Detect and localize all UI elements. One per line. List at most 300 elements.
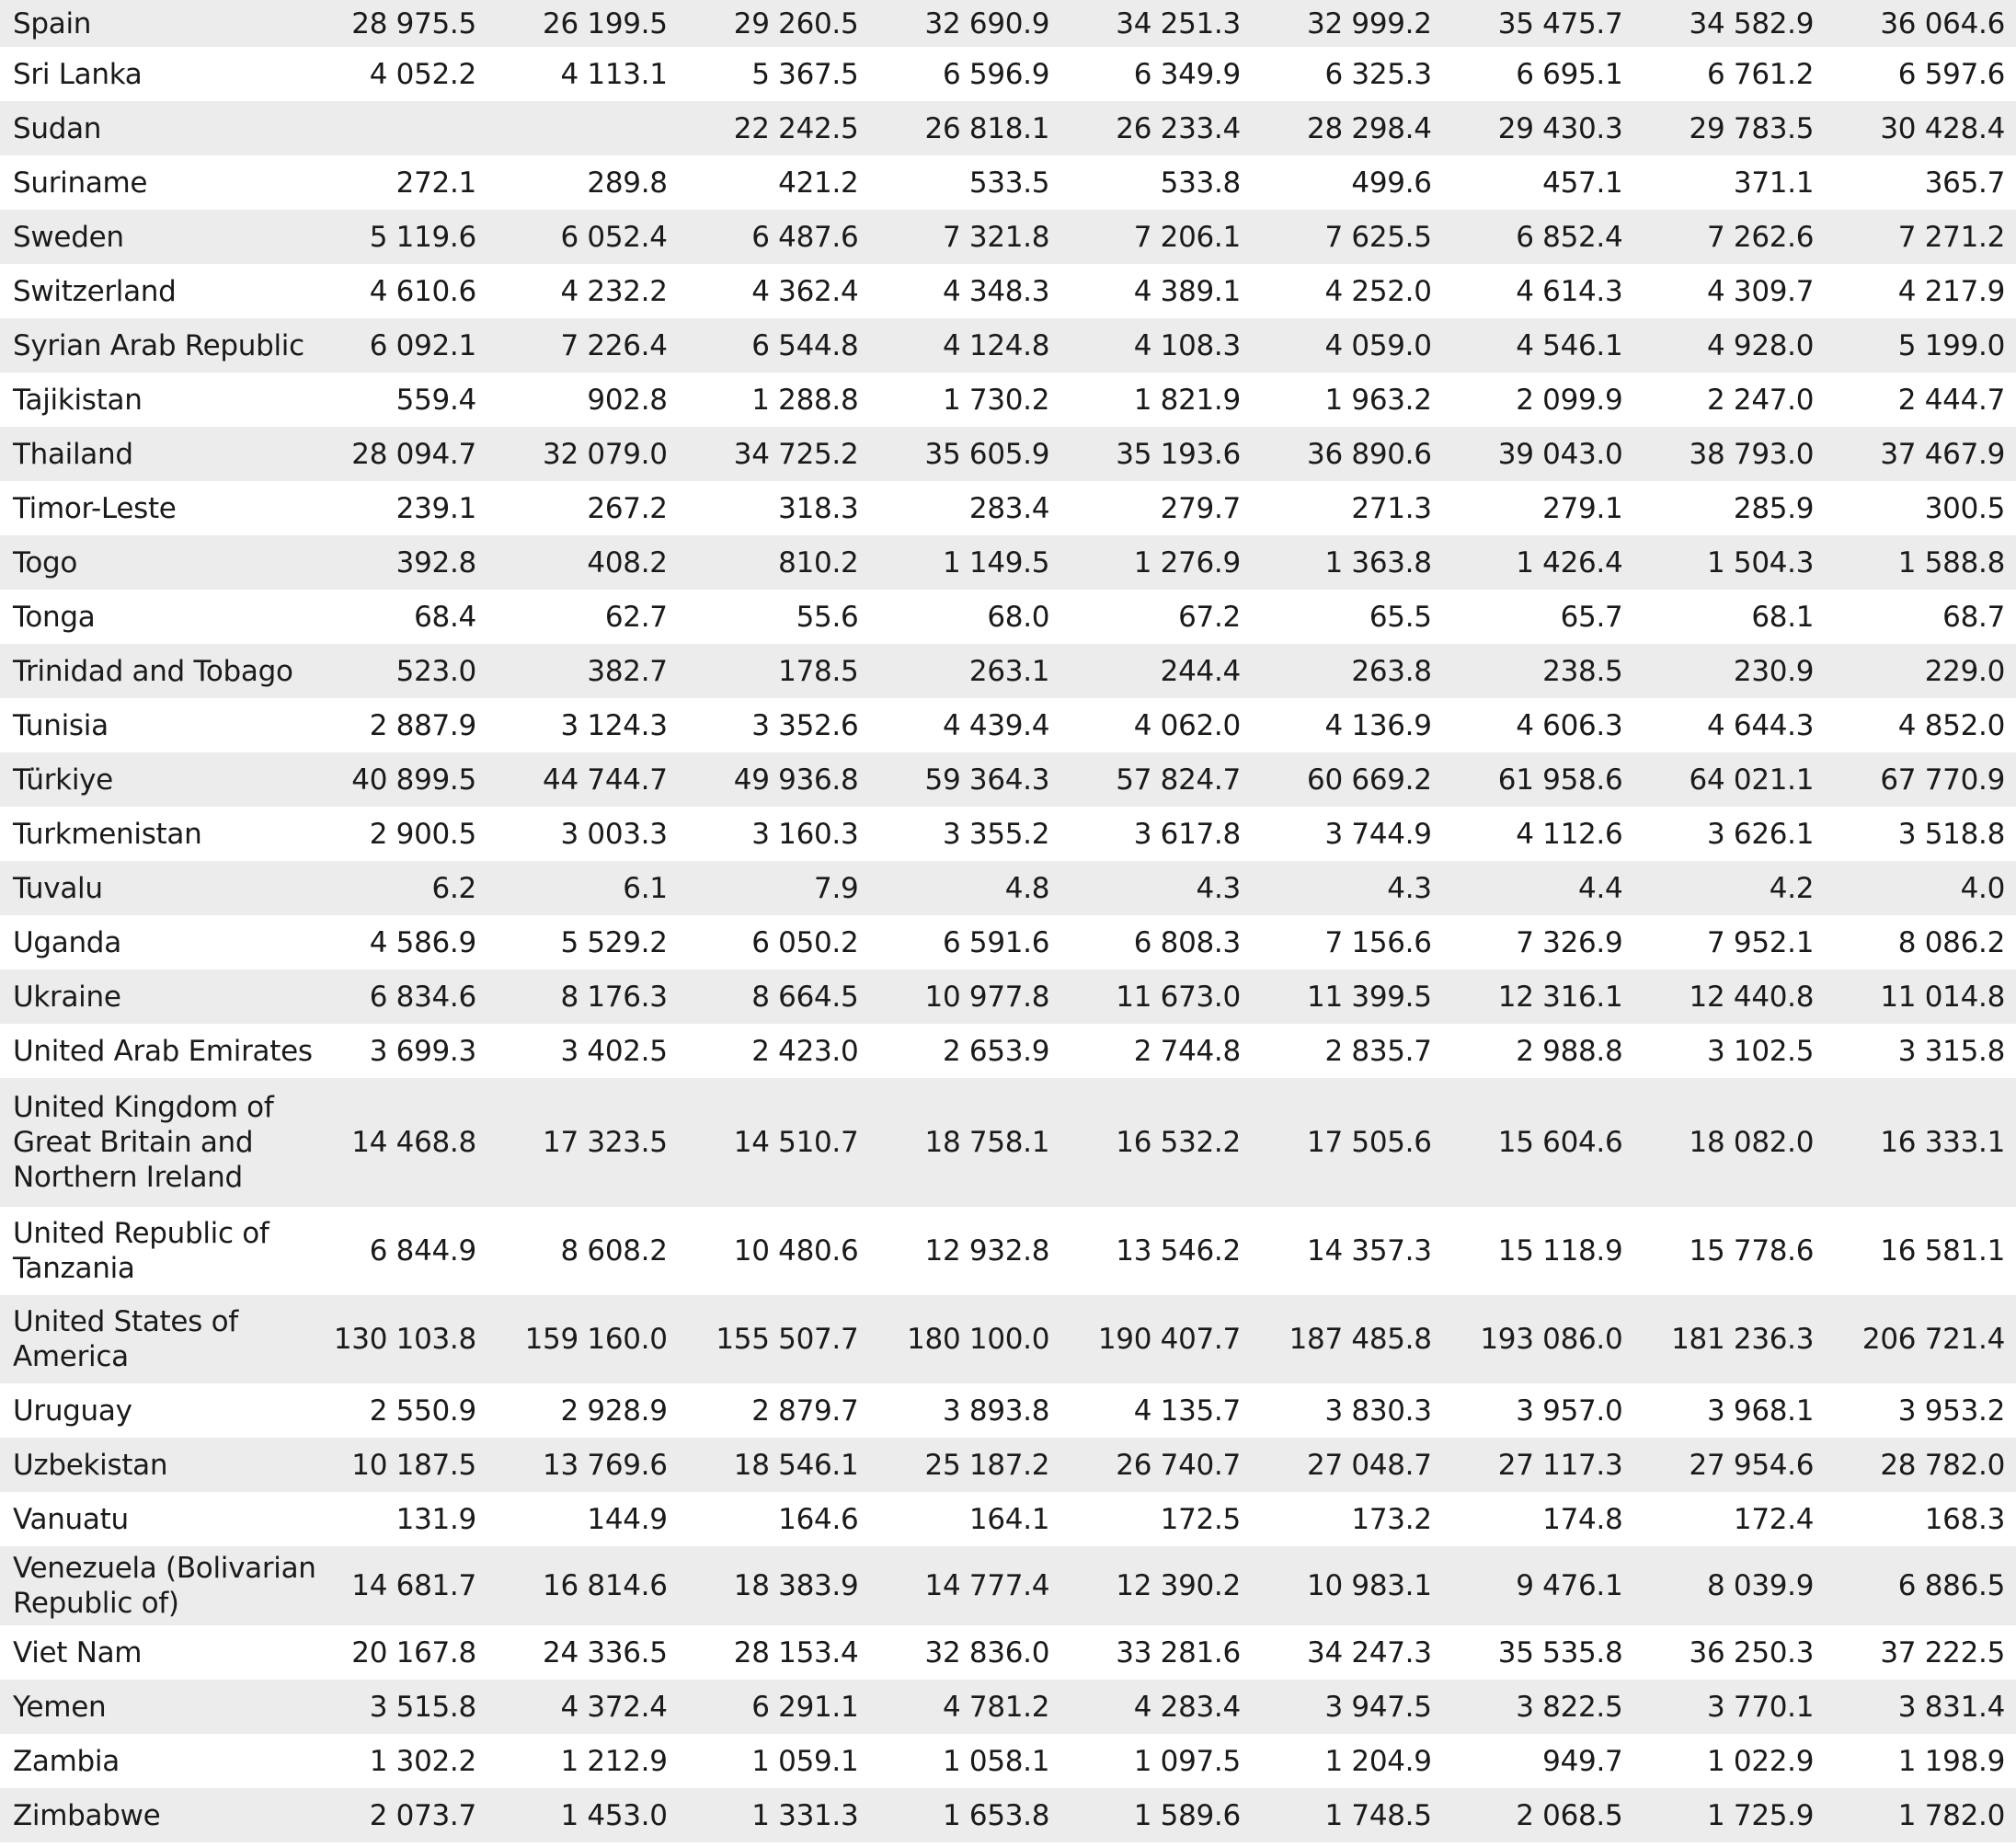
value-cell: 65.5 [1369,600,1432,634]
value-cell: 49 936.8 [733,763,859,797]
value-cell: 26 199.5 [543,6,668,40]
country-name: Tonga [13,600,96,634]
value-cell: 67.2 [1178,600,1241,634]
value-cell: 14 357.3 [1307,1234,1432,1268]
value-cell: 365.7 [1924,166,2005,200]
table-row [0,373,2016,427]
country-name: Venezuela (Bolivarian Republic of) [13,1552,316,1620]
value-cell: 6 291.1 [751,1690,859,1724]
value-cell: 193 086.0 [1480,1323,1623,1356]
value-cell: 3 957.0 [1516,1394,1623,1428]
value-cell: 2 835.7 [1324,1034,1432,1068]
value-cell: 172.4 [1733,1502,1815,1536]
table-row [0,1078,2016,1207]
value-cell: 902.8 [587,383,668,417]
value-cell: 263.8 [1351,654,1432,688]
value-cell: 14 681.7 [351,1569,476,1602]
value-cell: 32 079.0 [543,437,668,471]
value-cell: 1 426.4 [1516,545,1623,579]
value-cell: 26 740.7 [1116,1448,1241,1482]
value-cell: 371.1 [1733,166,1815,200]
value-cell: 3 355.2 [942,817,1050,851]
value-cell: 1 653.8 [942,1798,1050,1832]
value-cell: 32 690.9 [924,6,1050,40]
value-cell: 4 614.3 [1516,274,1623,308]
value-cell: 16 333.1 [1880,1126,2005,1159]
country-name: United Republic of Tanzania [13,1217,269,1285]
value-cell: 180 100.0 [907,1323,1050,1356]
table-row [0,590,2016,644]
country-name: Uruguay [13,1394,132,1428]
table-row [0,915,2016,969]
value-cell: 15 118.9 [1497,1234,1623,1268]
value-cell: 2 988.8 [1516,1034,1623,1068]
country-name: Ukraine [13,980,121,1014]
value-cell: 57 824.7 [1116,763,1241,797]
value-cell: 4 059.0 [1324,328,1432,362]
value-cell: 68.7 [1942,600,2005,634]
value-cell: 4 781.2 [942,1690,1050,1724]
value-cell: 4 283.4 [1133,1690,1241,1724]
value-cell: 12 390.2 [1116,1569,1241,1602]
value-cell: 18 758.1 [924,1126,1050,1159]
value-cell: 3 003.3 [560,817,668,851]
table-row [0,1295,2016,1383]
value-cell: 6 349.9 [1133,57,1241,91]
value-cell: 17 323.5 [543,1126,668,1159]
value-cell: 6 761.2 [1706,57,1815,91]
value-cell: 4 136.9 [1324,708,1432,742]
table-row [0,644,2016,698]
value-cell: 187 485.8 [1289,1323,1432,1356]
table-row [0,210,2016,264]
value-cell: 3 626.1 [1706,817,1815,851]
value-cell: 6 834.6 [369,980,476,1014]
value-cell: 523.0 [395,654,476,688]
table-row [0,1625,2016,1680]
table-row [0,1383,2016,1438]
value-cell: 2 073.7 [369,1798,476,1832]
value-cell: 62.7 [604,600,668,634]
value-cell: 7 226.4 [560,328,668,362]
value-cell: 2 744.8 [1133,1034,1241,1068]
value-cell: 5 367.5 [751,57,859,91]
value-cell: 1 504.3 [1706,545,1815,579]
value-cell: 5 119.6 [369,220,476,254]
table-row [0,752,2016,807]
value-cell: 11 014.8 [1880,980,2005,1014]
table-row [0,861,2016,915]
value-cell: 1 022.9 [1706,1744,1815,1778]
value-cell: 1 288.8 [751,383,859,417]
value-cell: 172.5 [1160,1502,1241,1536]
country-name: Sri Lanka [13,57,143,91]
value-cell: 533.8 [1160,166,1241,200]
value-cell: 28 094.7 [351,437,476,471]
value-cell: 26 233.4 [1116,111,1241,145]
value-cell: 3 124.3 [560,708,668,742]
value-cell: 289.8 [587,166,668,200]
table-row [0,264,2016,318]
value-cell: 229.0 [1924,654,2005,688]
value-cell: 3 315.8 [1897,1034,2005,1068]
value-cell: 6 050.2 [751,925,859,959]
value-cell: 26 818.1 [924,111,1050,145]
value-cell: 3 402.5 [560,1034,668,1068]
country-name: Trinidad and Tobago [13,654,293,688]
value-cell: 164.1 [968,1502,1050,1536]
value-cell: 24 336.5 [543,1635,668,1669]
country-name: Thailand [13,437,133,471]
value-cell: 16 581.1 [1880,1234,2005,1268]
value-cell: 61 958.6 [1497,763,1623,797]
value-cell: 6 092.1 [369,328,476,362]
country-name: United Kingdom of Great Britain and Northern Ireland [13,1091,274,1194]
value-cell: 174.8 [1542,1502,1623,1536]
value-cell: 392.8 [395,545,476,579]
value-cell: 32 836.0 [924,1635,1050,1669]
value-cell: 1 963.2 [1324,383,1432,417]
country-name: Tunisia [13,708,109,742]
value-cell: 283.4 [968,491,1050,525]
value-cell: 168.3 [1924,1502,2005,1536]
table-row [0,1734,2016,1788]
value-cell: 3 102.5 [1706,1034,1815,1068]
table-row [0,535,2016,590]
country-name: Zimbabwe [13,1798,161,1832]
value-cell: 4 252.0 [1324,274,1432,308]
country-name: Türkiye [13,763,113,797]
value-cell: 68.0 [987,600,1050,634]
country-name: United Arab Emirates [13,1034,313,1068]
value-cell: 6 844.9 [369,1234,476,1268]
value-cell: 10 977.8 [924,980,1050,1014]
table-row [0,155,2016,210]
value-cell: 35 475.7 [1497,6,1623,40]
value-cell: 28 975.5 [351,6,476,40]
value-cell: 190 407.7 [1097,1323,1241,1356]
table-row [0,0,2016,47]
value-cell: 9 476.1 [1516,1569,1623,1602]
value-cell: 6 852.4 [1516,220,1623,254]
value-cell: 4 062.0 [1133,708,1241,742]
value-cell: 4 309.7 [1706,274,1815,308]
value-cell: 27 048.7 [1307,1448,1432,1482]
country-name: Spain [13,6,92,40]
value-cell: 4 348.3 [942,274,1050,308]
table-row [0,698,2016,752]
value-cell: 2 653.9 [942,1034,1050,1068]
value-cell: 3 352.6 [751,708,859,742]
value-cell: 382.7 [587,654,668,688]
value-cell: 2 900.5 [369,817,476,851]
value-cell: 2 247.0 [1706,383,1815,417]
value-cell: 2 068.5 [1516,1798,1623,1832]
value-cell: 18 082.0 [1689,1126,1815,1159]
value-cell: 457.1 [1542,166,1623,200]
value-cell: 10 983.1 [1307,1569,1432,1602]
value-cell: 2 928.9 [560,1394,668,1428]
country-name: Zambia [13,1744,120,1778]
value-cell: 4 644.3 [1706,708,1815,742]
country-name: Uganda [13,925,121,959]
value-cell: 1 589.6 [1133,1798,1241,1832]
country-name: Togo [13,545,78,579]
value-cell: 1 748.5 [1324,1798,1432,1832]
value-cell: 6 544.8 [751,328,859,362]
value-cell: 6 052.4 [560,220,668,254]
value-cell: 1 058.1 [942,1744,1050,1778]
value-cell: 11 673.0 [1116,980,1241,1014]
table-row [0,1788,2016,1842]
value-cell: 44 744.7 [543,763,668,797]
value-cell: 55.6 [796,600,859,634]
value-cell: 230.9 [1733,654,1815,688]
value-cell: 36 890.6 [1307,437,1432,471]
value-cell: 14 777.4 [924,1569,1050,1602]
value-cell: 130 103.8 [333,1323,476,1356]
value-cell: 4 928.0 [1706,328,1815,362]
value-cell: 1 149.5 [942,545,1050,579]
value-cell: 7 271.2 [1897,220,2005,254]
value-cell: 421.2 [778,166,859,200]
value-cell: 181 236.3 [1671,1323,1815,1356]
value-cell: 408.2 [587,545,668,579]
value-cell: 27 954.6 [1689,1448,1815,1482]
value-cell: 12 316.1 [1497,980,1623,1014]
value-cell: 12 440.8 [1689,980,1815,1014]
value-cell: 279.7 [1160,491,1241,525]
value-cell: 4 217.9 [1897,274,2005,308]
value-cell: 2 444.7 [1897,383,2005,417]
value-cell: 6.2 [431,871,476,905]
value-cell: 3 699.3 [369,1034,476,1068]
value-cell: 60 669.2 [1307,763,1432,797]
value-cell: 7 625.5 [1324,220,1432,254]
value-cell: 4.2 [1769,871,1815,905]
value-cell: 28 153.4 [733,1635,859,1669]
value-cell: 4 362.4 [751,274,859,308]
value-cell: 34 725.2 [733,437,859,471]
value-cell: 7 952.1 [1706,925,1815,959]
table-row [0,1207,2016,1295]
value-cell: 13 546.2 [1116,1234,1241,1268]
value-cell: 18 383.9 [733,1569,859,1602]
value-cell: 1 730.2 [942,383,1050,417]
table-row [0,969,2016,1024]
country-name: Vanuatu [13,1502,129,1536]
value-cell: 244.4 [1160,654,1241,688]
value-cell: 6 596.9 [942,57,1050,91]
value-cell: 30 428.4 [1880,111,2005,145]
value-cell: 39 043.0 [1497,437,1623,471]
value-cell: 3 617.8 [1133,817,1241,851]
value-cell: 3 822.5 [1516,1690,1623,1724]
value-cell: 144.9 [587,1502,668,1536]
value-cell: 6.1 [623,871,668,905]
value-cell: 239.1 [395,491,476,525]
value-cell: 15 778.6 [1689,1234,1815,1268]
value-cell: 4 113.1 [560,57,668,91]
value-cell: 6 886.5 [1897,1569,2005,1602]
value-cell: 38 793.0 [1689,437,1815,471]
value-cell: 810.2 [778,545,859,579]
country-name: Suriname [13,166,148,200]
value-cell: 4.3 [1196,871,1241,905]
value-cell: 8 608.2 [560,1234,668,1268]
value-cell: 67 770.9 [1880,763,2005,797]
value-cell: 2 550.9 [369,1394,476,1428]
value-cell: 14 468.8 [351,1126,476,1159]
value-cell: 263.1 [968,654,1050,688]
table-row [0,318,2016,373]
value-cell: 1 059.1 [751,1744,859,1778]
value-cell: 6 591.6 [942,925,1050,959]
value-cell: 8 176.3 [560,980,668,1014]
value-cell: 3 518.8 [1897,817,2005,851]
country-name: Switzerland [13,274,177,308]
value-cell: 559.4 [395,383,476,417]
value-cell: 3 893.8 [942,1394,1050,1428]
value-cell: 4 124.8 [942,328,1050,362]
table-row [0,101,2016,155]
value-cell: 4 852.0 [1897,708,2005,742]
value-cell: 7 321.8 [942,220,1050,254]
value-cell: 3 744.9 [1324,817,1432,851]
value-cell: 267.2 [587,491,668,525]
value-cell: 5 529.2 [560,925,668,959]
value-cell: 4.4 [1578,871,1623,905]
value-cell: 1 588.8 [1897,545,2005,579]
value-cell: 7 156.6 [1324,925,1432,959]
country-name: Sudan [13,111,102,145]
value-cell: 32 999.2 [1307,6,1432,40]
value-cell: 4 108.3 [1133,328,1241,362]
value-cell: 155 507.7 [716,1323,859,1356]
country-name: Timor-Leste [13,491,177,525]
value-cell: 3 831.4 [1897,1690,2005,1724]
value-cell: 949.7 [1542,1744,1623,1778]
table-row [0,47,2016,101]
country-name: Turkmenistan [13,817,202,851]
value-cell: 2 423.0 [751,1034,859,1068]
value-cell: 3 953.2 [1897,1394,2005,1428]
value-cell: 37 467.9 [1880,437,2005,471]
value-cell: 64 021.1 [1689,763,1815,797]
value-cell: 6 695.1 [1516,57,1623,91]
table-row [0,1438,2016,1492]
country-name: Tajikistan [13,383,143,417]
country-name: Uzbekistan [13,1448,168,1482]
value-cell: 34 251.3 [1116,6,1241,40]
value-cell: 8 086.2 [1897,925,2005,959]
value-cell: 4 232.2 [560,274,668,308]
value-cell: 499.6 [1351,166,1432,200]
value-cell: 4 052.2 [369,57,476,91]
value-cell: 29 260.5 [733,6,859,40]
value-cell: 29 783.5 [1689,111,1815,145]
value-cell: 4 112.6 [1516,817,1623,851]
country-name: Tuvalu [13,871,103,905]
value-cell: 279.1 [1542,491,1623,525]
value-cell: 10 480.6 [733,1234,859,1268]
value-cell: 12 932.8 [924,1234,1050,1268]
value-cell: 159 160.0 [524,1323,668,1356]
value-cell: 6 325.3 [1324,57,1432,91]
value-cell: 164.6 [778,1502,859,1536]
country-name: Sweden [13,220,124,254]
value-cell: 13 769.6 [543,1448,668,1482]
table-row [0,1492,2016,1546]
value-cell: 20 167.8 [351,1635,476,1669]
value-cell: 16 814.6 [543,1569,668,1602]
value-cell: 4 135.7 [1133,1394,1241,1428]
value-cell: 4 372.4 [560,1690,668,1724]
value-cell: 3 160.3 [751,817,859,851]
value-cell: 285.9 [1733,491,1815,525]
value-cell: 1 198.9 [1897,1744,2005,1778]
value-cell: 2 879.7 [751,1394,859,1428]
value-cell: 34 582.9 [1689,6,1815,40]
value-cell: 1 821.9 [1133,383,1241,417]
value-cell: 11 399.5 [1307,980,1432,1014]
value-cell: 1 363.8 [1324,545,1432,579]
value-cell: 15 604.6 [1497,1126,1623,1159]
country-name: Viet Nam [13,1635,143,1669]
value-cell: 1 725.9 [1706,1798,1815,1832]
value-cell: 28 782.0 [1880,1448,2005,1482]
value-cell: 1 212.9 [560,1744,668,1778]
value-cell: 4.3 [1387,871,1432,905]
value-cell: 36 250.3 [1689,1635,1815,1669]
value-cell: 18 546.1 [733,1448,859,1482]
value-cell: 318.3 [778,491,859,525]
value-cell: 300.5 [1924,491,2005,525]
value-cell: 2 887.9 [369,708,476,742]
value-cell: 272.1 [395,166,476,200]
value-cell: 1 097.5 [1133,1744,1241,1778]
value-cell: 35 193.6 [1116,437,1241,471]
value-cell: 131.9 [395,1502,476,1536]
value-cell: 7 206.1 [1133,220,1241,254]
country-name: Syrian Arab Republic [13,328,304,362]
value-cell: 1 331.3 [751,1798,859,1832]
value-cell: 37 222.5 [1880,1635,2005,1669]
value-cell: 1 782.0 [1897,1798,2005,1832]
table-row [0,1680,2016,1734]
value-cell: 6 487.6 [751,220,859,254]
value-cell: 8 664.5 [751,980,859,1014]
value-cell: 5 199.0 [1897,328,2005,362]
table-row [0,427,2016,481]
value-cell: 68.4 [414,600,476,634]
value-cell: 6 808.3 [1133,925,1241,959]
value-cell: 173.2 [1351,1502,1432,1536]
value-cell: 10 187.5 [351,1448,476,1482]
value-cell: 34 247.3 [1307,1635,1432,1669]
value-cell: 14 510.7 [733,1126,859,1159]
value-cell: 3 947.5 [1324,1690,1432,1724]
value-cell: 4 586.9 [369,925,476,959]
value-cell: 59 364.3 [924,763,1050,797]
value-cell: 22 242.5 [733,111,859,145]
value-cell: 28 298.4 [1307,111,1432,145]
value-cell: 6 597.6 [1897,57,2005,91]
value-cell: 178.5 [778,654,859,688]
value-cell: 4 606.3 [1516,708,1623,742]
value-cell: 4.0 [1960,871,2005,905]
country-name: United States of America [13,1305,238,1373]
